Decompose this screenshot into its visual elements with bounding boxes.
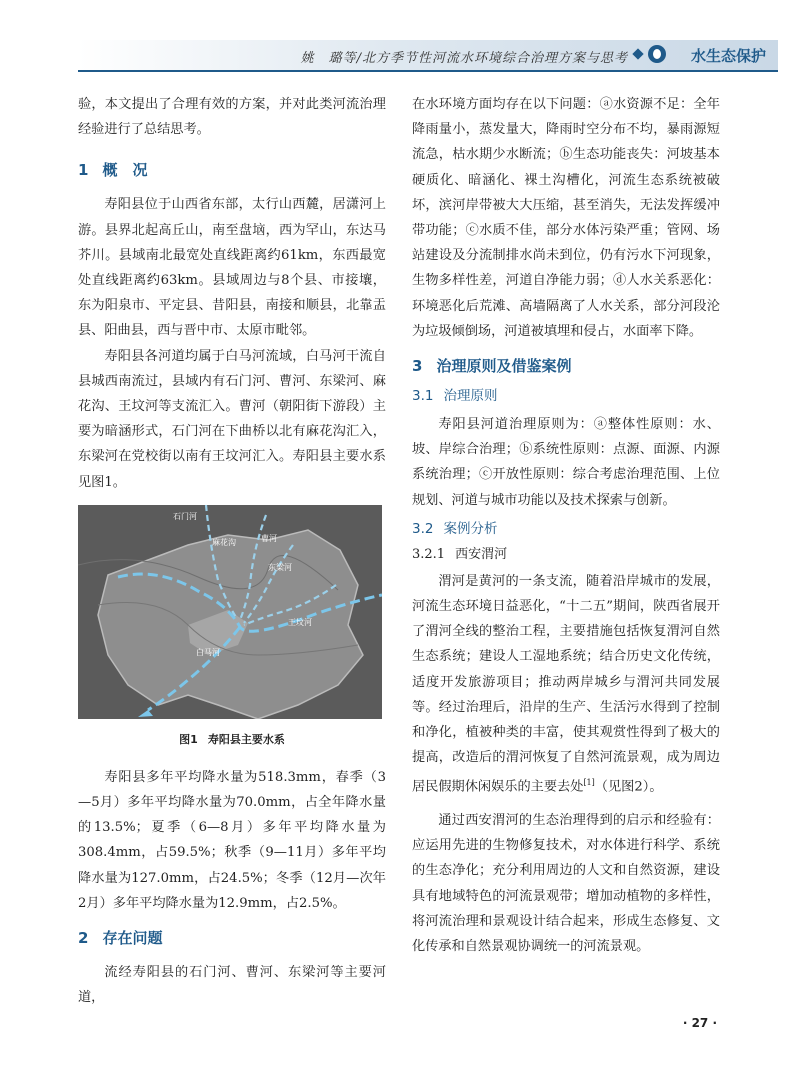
- paragraph: 渭河是黄河的一条支流，随着沿岸城市的发展，河流生态环境日益恶化，“十二五”期间，陕西省展开了渭河全线的整治工程，主要措施包括恢复渭河自然生态系统；建设人工湿地系统；结合历史文化传统，适度开发旅游项目；推动两岸城乡与渭河共同发展等。经过治理后，沿岸的生产、生活污水得到了控制和净化，植被种类的丰富，使其观赏性得到了极大的提高，改造后的渭河恢复了自然河流景观，成为周边居民假期休闲娱乐的主要去处[1]（见图2）。: [412, 573, 720, 795]
- figure-1-map: [78, 505, 382, 719]
- figure-caption: 图1 寿阳县主要水系: [179, 732, 285, 746]
- paragraph: 寿阳县多年平均降水量为518.3mm，春季（3—5月）多年平均降水量为70.0mm，占全年降水量的13.5%；夏季（6—8月）多年平均降水量为308.4mm，占59.5%；秋季（9—11月）多年平均降水量为127.0mm，占24.5%；冬季（12月—次年2月）多年平均降水量为12.9mm，占2.5%。: [78, 769, 386, 911]
- section-heading-1: 1 概 况: [78, 161, 148, 180]
- section-heading-3: 3 治理原则及借鉴案例: [412, 357, 572, 376]
- right-column: [412, 92, 720, 959]
- water-drop-logo-icon: [648, 45, 666, 63]
- river-map: [78, 505, 382, 719]
- diamond-icon: [632, 48, 643, 59]
- paragraph: 通过西安渭河的生态治理得到的启示和经验有：应运用先进的生物修复技术，对水体进行科学、系统的生态净化；充分利用周边的人文和自然资源，建设具有地域特色的河流景观带；增加动植物的多样性，将河流治理和景观设计结合起来，形成生态修复、文化传承和自然景观协调统一的河流景观。: [412, 813, 720, 955]
- paragraph: 寿阳县位于山西省东部，太行山西麓，居潇河上游。县界北起高丘山，南至盘垴，西为罕山，东达马芥川。县域南北最宽处直线距离约61km，东西最宽处直线距离约63km。县域周边与8个县、市接壤，东为阳泉市、平定县、昔阳县，南接和顺县，北靠盂县、阳曲县，西与晋中市、太原市毗邻。: [78, 197, 386, 339]
- map-label: 石门河: [173, 511, 197, 521]
- map-label: 曹河: [261, 533, 277, 543]
- subsection-heading-3-2: 3.2 案例分析: [412, 520, 498, 537]
- map-label: 王坟河: [288, 617, 312, 627]
- subsubsection-heading-3-2-1: 3.2.1 西安渭河: [412, 546, 508, 562]
- paragraph: 流经寿阳县的石门河、曹河、东梁河等主要河道，: [78, 965, 386, 1006]
- section-heading-2: 2 存在问题: [78, 929, 163, 948]
- running-title: 姚 璐等/北方季节性河流水环境综合治理方案与思考: [300, 51, 628, 66]
- map-label: 麻花沟: [212, 537, 236, 547]
- page-number: · 27 ·: [682, 1016, 717, 1030]
- subsection-heading-3-1: 3.1 治理原则: [412, 388, 498, 405]
- map-label: 东梁河: [268, 562, 292, 572]
- paragraph: 寿阳县各河道均属于白马河流域，白马河干流自县城西南流过，县域内有石门河、曹河、东梁河、麻花沟、王坟河等支流汇入。曹河（朝阳街下游段）主要为暗涵形式，石门河在下曲桥以北有麻花沟汇入，东梁河在党校街以南有王坟河汇入。寿阳县主要水系见图1。: [78, 348, 386, 490]
- left-column: [78, 92, 386, 1010]
- paragraph: 验，本文提出了合理有效的方案，并对此类河流治理经验进行了总结思考。: [78, 97, 386, 138]
- paragraph: 在水环境方面均存在以下问题：ⓐ水资源不足：全年降雨量小，蒸发量大，降雨时空分布不均，暴雨源短流急，枯水期少水断流；ⓑ生态功能丧失：河坡基本硬质化、暗涵化、裸土沟槽化，河流生态系统被破坏，滨河岸带被大大压缩，甚至消失，无法发挥缓冲带功能；ⓒ水质不佳，部分水体污染严重；管网、场站建设及分流制排水尚未到位，仍有污水下河现象，生物多样性差，河道自净能力弱；ⓓ人水关系恶化：环境恶化后荒滩、高墙隔离了人水关系，部分河段沦为垃圾倾倒场，河道被填埋和侵占，水面率下降。: [412, 97, 720, 339]
- paragraph: 寿阳县河道治理原则为：ⓐ整体性原则：水、坡、岸综合治理；ⓑ系统性原则：点源、面源、内源系统治理；ⓒ开放性原则：综合考虑治理范围、上位规划、河道与城市功能以及技术探索与创新。: [412, 417, 720, 508]
- column-name: 水生态保护: [690, 47, 766, 65]
- reference-marker[interactable]: [1]: [583, 778, 595, 788]
- running-header: [78, 40, 778, 72]
- map-label: 白马河: [196, 647, 220, 657]
